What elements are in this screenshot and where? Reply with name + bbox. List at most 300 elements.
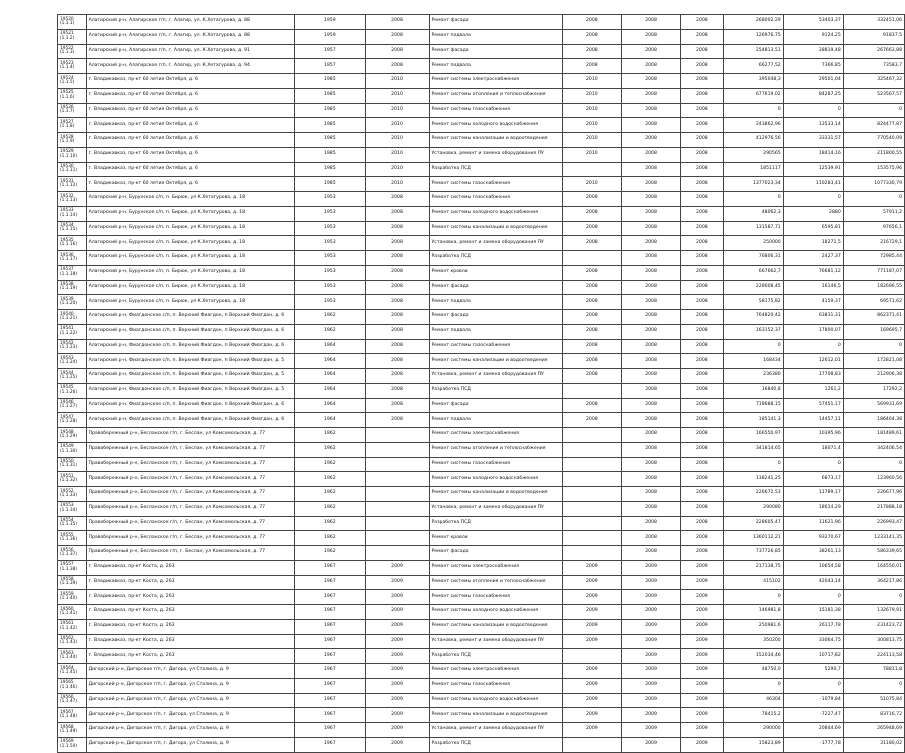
cell-work-type: Разработка ПСД bbox=[429, 649, 562, 664]
cell-cost-fund: 250981,6 bbox=[723, 619, 783, 634]
cell-plan-start-year: 2008 bbox=[621, 206, 680, 221]
cell-cost-budget: 0 bbox=[783, 192, 843, 207]
table-row bbox=[58, 280, 905, 295]
cell-cost-budget: 12612,01 bbox=[783, 354, 843, 369]
cell-address: г. Владикавказ, пр-кт 60 летия Октября, д. 6 bbox=[86, 88, 294, 103]
cell-build-year: 1967 bbox=[295, 678, 366, 693]
cell-cost-budget: 1261,2 bbox=[783, 383, 843, 398]
cell-cost-total: 181489,61 bbox=[843, 428, 904, 443]
cell-address: Алагирский р-н, Фиагдонское с/п, п. Верхний Фиагдон, п Верхний Фиагдон, д. 6 bbox=[86, 398, 294, 413]
cell-work-type: Ремонт системы газоснабжения bbox=[429, 103, 562, 118]
cell-work-type: Разработка ПСД bbox=[429, 162, 562, 177]
cell-cost-fund: 48062,3 bbox=[723, 206, 783, 221]
table-row bbox=[58, 634, 905, 649]
table-row bbox=[58, 457, 905, 472]
cell-work-type: Разработка ПСД bbox=[429, 251, 562, 266]
cell-privatization-year bbox=[365, 531, 429, 546]
cell-work-type: Ремонт системы электроснабжения bbox=[429, 74, 562, 89]
cell-plan-start-year: 2008 bbox=[621, 413, 680, 428]
cell-cost-total: 0 bbox=[843, 103, 904, 118]
cell-plan-end-year: 2008 bbox=[681, 457, 723, 472]
cell-last-repair-year: 2008 bbox=[562, 295, 621, 310]
cell-row-id: 19547 (1.1.28) bbox=[58, 413, 87, 428]
cell-work-type: Ремонт системы канализации и водоотведения bbox=[429, 221, 562, 236]
cell-address: Алагирский р-н, Фиагдонское с/п, п. Верхний Фиагдон, п Верхний Фиагдон, д. 6 bbox=[86, 310, 294, 325]
cell-cost-fund: 185141,3 bbox=[723, 413, 783, 428]
cell-cost-budget: 10717,82 bbox=[783, 649, 843, 664]
cell-cost-fund: 737726,85 bbox=[723, 546, 783, 561]
table-row bbox=[58, 649, 905, 664]
cell-plan-start-year: 2008 bbox=[621, 531, 680, 546]
cell-cost-budget: 6873,17 bbox=[783, 472, 843, 487]
cell-privatization-year: 2008 bbox=[365, 29, 429, 44]
cell-build-year: 1985 bbox=[295, 103, 366, 118]
cell-plan-end-year: 2009 bbox=[681, 560, 723, 575]
cell-privatization-year bbox=[365, 457, 429, 472]
table-row bbox=[58, 383, 905, 398]
cell-plan-start-year: 2008 bbox=[621, 369, 680, 384]
cell-privatization-year: 2008 bbox=[365, 324, 429, 339]
cell-build-year: 1964 bbox=[295, 339, 366, 354]
cell-row-id: 19560 (1.1.41) bbox=[58, 605, 87, 620]
cell-row-id: 19548 (1.1.29) bbox=[58, 428, 87, 443]
cell-plan-end-year: 2008 bbox=[681, 251, 723, 266]
cell-address: Дигорский р-н, Дигорское г/п, г. Дигора, ул Сталина, д. 9 bbox=[86, 708, 294, 723]
cell-cost-total: 226677,96 bbox=[843, 487, 904, 502]
cell-plan-start-year: 2008 bbox=[621, 162, 680, 177]
cell-build-year: 1967 bbox=[295, 664, 366, 679]
cell-plan-start-year: 2008 bbox=[621, 177, 680, 192]
cell-plan-end-year: 2008 bbox=[681, 369, 723, 384]
cell-cost-total: 17292,2 bbox=[843, 383, 904, 398]
table-row bbox=[58, 44, 905, 59]
cell-plan-end-year: 2009 bbox=[681, 619, 723, 634]
cell-plan-end-year: 2008 bbox=[681, 236, 723, 251]
cell-address: г. Владикавказ, пр-кт Коста, д. 263 bbox=[86, 619, 294, 634]
cell-address: Дигорский р-н, Дигорское г/п, г. Дигора, ул Сталина, д. 9 bbox=[86, 664, 294, 679]
cell-last-repair-year: 2009 bbox=[562, 590, 621, 605]
cell-plan-start-year: 2009 bbox=[621, 737, 680, 752]
table-row bbox=[58, 15, 905, 30]
cell-last-repair-year bbox=[562, 162, 621, 177]
cell-cost-fund: 66277,52 bbox=[723, 59, 783, 74]
cell-last-repair-year bbox=[562, 428, 621, 443]
cell-cost-budget: 18271,5 bbox=[783, 236, 843, 251]
cell-privatization-year: 2010 bbox=[365, 177, 429, 192]
cell-work-type: Установка, ремонт и замена оборудования ПУ bbox=[429, 501, 562, 516]
cell-cost-budget: 7366,85 bbox=[783, 59, 843, 74]
cell-build-year: 1962 bbox=[295, 546, 366, 561]
cell-cost-fund: 131587,71 bbox=[723, 221, 783, 236]
table-row bbox=[58, 413, 905, 428]
cell-privatization-year: 2009 bbox=[365, 723, 429, 738]
cell-plan-end-year: 2008 bbox=[681, 339, 723, 354]
table-row bbox=[58, 546, 905, 561]
cell-plan-end-year: 2008 bbox=[681, 59, 723, 74]
cell-plan-start-year: 2008 bbox=[621, 103, 680, 118]
cell-cost-fund: 1851117 bbox=[723, 162, 783, 177]
cell-cost-fund: 138241,25 bbox=[723, 472, 783, 487]
cell-row-id: 19567 (1.1.48) bbox=[58, 708, 87, 723]
cell-last-repair-year: 2008 bbox=[562, 339, 621, 354]
cell-plan-end-year: 2008 bbox=[681, 487, 723, 502]
cell-cost-total: 0 bbox=[843, 457, 904, 472]
cell-last-repair-year: 2008 bbox=[562, 354, 621, 369]
cell-plan-end-year: 2008 bbox=[681, 74, 723, 89]
cell-cost-total: 364217,86 bbox=[843, 575, 904, 590]
table-row bbox=[58, 472, 905, 487]
cell-plan-start-year: 2008 bbox=[621, 516, 680, 531]
cell-cost-total: 224113,58 bbox=[843, 649, 904, 664]
cell-cost-total: 153575,96 bbox=[843, 162, 904, 177]
cell-cost-budget: 33064,75 bbox=[783, 634, 843, 649]
cell-row-id: 19568 (1.1.49) bbox=[58, 723, 87, 738]
cell-plan-start-year: 2008 bbox=[621, 59, 680, 74]
cell-last-repair-year bbox=[562, 531, 621, 546]
cell-build-year: 1964 bbox=[295, 383, 366, 398]
cell-cost-budget: 2880 bbox=[783, 206, 843, 221]
cell-last-repair-year: 2008 bbox=[562, 59, 621, 74]
cell-cost-budget: 15181,38 bbox=[783, 605, 843, 620]
cell-build-year: 1953 bbox=[295, 251, 366, 266]
cell-cost-budget: 42043,14 bbox=[783, 575, 843, 590]
cell-cost-total: 72985,44 bbox=[843, 251, 904, 266]
cell-privatization-year: 2009 bbox=[365, 693, 429, 708]
cell-plan-end-year: 2008 bbox=[681, 162, 723, 177]
cell-last-repair-year bbox=[562, 472, 621, 487]
cell-cost-total: 231423,72 bbox=[843, 619, 904, 634]
table-row bbox=[58, 29, 905, 44]
cell-plan-end-year: 2008 bbox=[681, 531, 723, 546]
cell-cost-fund: 217138,75 bbox=[723, 560, 783, 575]
cell-address: Алагирский р-н, Бурунское с/п, п. Бирюк, ул К.Хетагурова, д. 18 bbox=[86, 265, 294, 280]
cell-row-id: 19565 (1.1.46) bbox=[58, 678, 87, 693]
cell-address: Дигорский р-н, Дигорское г/п, г. Дигора, ул Сталина, д. 9 bbox=[86, 678, 294, 693]
cell-address: Правобережный р-н, Бесланское г/п, г. Беслан, ул Комсомольская, д. 77 bbox=[86, 457, 294, 472]
table-row bbox=[58, 575, 905, 590]
cell-build-year: 1962 bbox=[295, 516, 366, 531]
cell-plan-start-year: 2008 bbox=[621, 310, 680, 325]
cell-build-year: 1957 bbox=[295, 59, 366, 74]
cell-address: Правобережный р-н, Бесланское г/п, г. Беслан, ул Комсомольская, д. 77 bbox=[86, 501, 294, 516]
cell-work-type: Ремонт фасада bbox=[429, 546, 562, 561]
cell-last-repair-year bbox=[562, 383, 621, 398]
cell-last-repair-year: 2010 bbox=[562, 103, 621, 118]
cell-address: Правобережный р-н, Бесланское г/п, г. Беслан, ул Комсомольская, д. 77 bbox=[86, 487, 294, 502]
cell-cost-budget: 16146,5 bbox=[783, 280, 843, 295]
cell-row-id: 19534 (1.1.15) bbox=[58, 221, 87, 236]
cell-last-repair-year: 2010 bbox=[562, 118, 621, 133]
cell-cost-fund: 395048,3 bbox=[723, 74, 783, 89]
cell-address: Алагирский р-н, Фиагдонское с/п, п. Верхний Фиагдон, п Верхний Фиагдон, д. 6 bbox=[86, 339, 294, 354]
cell-privatization-year: 2009 bbox=[365, 634, 429, 649]
cell-cost-fund: 166550,97 bbox=[723, 428, 783, 443]
cell-cost-budget: 17800,07 bbox=[783, 324, 843, 339]
cell-privatization-year: 2009 bbox=[365, 678, 429, 693]
table-row bbox=[58, 398, 905, 413]
cell-build-year: 1967 bbox=[295, 649, 366, 664]
table-row bbox=[58, 693, 905, 708]
cell-row-id: 19543 (1.1.24) bbox=[58, 354, 87, 369]
table-row bbox=[58, 369, 905, 384]
cell-cost-fund: 0 bbox=[723, 457, 783, 472]
cell-build-year: 1985 bbox=[295, 118, 366, 133]
cell-row-id: 19528 (1.1.9) bbox=[58, 133, 87, 148]
table-row bbox=[58, 206, 905, 221]
cell-plan-start-year: 2009 bbox=[621, 678, 680, 693]
table-row bbox=[58, 118, 905, 133]
cell-cost-fund: 78415,2 bbox=[723, 708, 783, 723]
cell-cost-fund: 0 bbox=[723, 678, 783, 693]
cell-cost-total: 0 bbox=[843, 590, 904, 605]
cell-last-repair-year: 2009 bbox=[562, 723, 621, 738]
cell-privatization-year bbox=[365, 428, 429, 443]
cell-last-repair-year: 2009 bbox=[562, 693, 621, 708]
cell-cost-total: 0 bbox=[843, 192, 904, 207]
cell-privatization-year: 2009 bbox=[365, 664, 429, 679]
table-row bbox=[58, 295, 905, 310]
table-row bbox=[58, 324, 905, 339]
cell-last-repair-year: 2008 bbox=[562, 398, 621, 413]
cell-last-repair-year: 2009 bbox=[562, 619, 621, 634]
cell-build-year: 1964 bbox=[295, 354, 366, 369]
table-row bbox=[58, 501, 905, 516]
cell-cost-budget: 0 bbox=[783, 678, 843, 693]
table-row bbox=[58, 428, 905, 443]
cell-plan-end-year: 2008 bbox=[681, 295, 723, 310]
cell-cost-total: 91837,5 bbox=[843, 29, 904, 44]
cell-plan-start-year: 2009 bbox=[621, 634, 680, 649]
cell-plan-start-year: 2008 bbox=[621, 324, 680, 339]
cell-address: Алагирский р-н, Фиагдонское с/п, п. Верхний Фиагдон, п Верхний Фиагдон, д. 5 bbox=[86, 383, 294, 398]
cell-address: г. Владикавказ, пр-кт 60 летия Октября, д. 6 bbox=[86, 103, 294, 118]
cell-last-repair-year: 2008 bbox=[562, 206, 621, 221]
cell-work-type: Разработка ПСД bbox=[429, 737, 562, 752]
cell-privatization-year bbox=[365, 472, 429, 487]
cell-plan-end-year: 2009 bbox=[681, 590, 723, 605]
cell-address: г. Владикавказ, пр-кт 60 летия Октября, д. 6 bbox=[86, 74, 294, 89]
cell-build-year: 1964 bbox=[295, 369, 366, 384]
cell-plan-end-year: 2009 bbox=[681, 664, 723, 679]
cell-plan-start-year: 2008 bbox=[621, 88, 680, 103]
cell-plan-end-year: 2008 bbox=[681, 15, 723, 30]
cell-work-type: Ремонт фасада bbox=[429, 398, 562, 413]
cell-address: г. Владикавказ, пр-кт Коста, д. 263 bbox=[86, 605, 294, 620]
cell-address: г. Владикавказ, пр-кт 60 летия Октября, д. 6 bbox=[86, 118, 294, 133]
cell-plan-start-year: 2008 bbox=[621, 428, 680, 443]
cell-cost-total: 523567,57 bbox=[843, 88, 904, 103]
cell-row-id: 19563 (1.1.44) bbox=[58, 649, 87, 664]
cell-cost-budget: 63831,31 bbox=[783, 310, 843, 325]
cell-address: Алагирский р-н, Алагирское г/п, г. Алагир, ул. К.Хетагурова, д. 88 bbox=[86, 15, 294, 30]
cell-plan-start-year: 2009 bbox=[621, 664, 680, 679]
cell-cost-total: 182696,55 bbox=[843, 280, 904, 295]
cell-plan-start-year: 2008 bbox=[621, 339, 680, 354]
cell-work-type: Ремонт подвала bbox=[429, 295, 562, 310]
cell-privatization-year: 2008 bbox=[365, 59, 429, 74]
cell-cost-fund: 254813,51 bbox=[723, 44, 783, 59]
cell-build-year: 1985 bbox=[295, 133, 366, 148]
cell-cost-fund: 250000 bbox=[723, 236, 783, 251]
cell-last-repair-year: 2009 bbox=[562, 575, 621, 590]
cell-last-repair-year: 2009 bbox=[562, 708, 621, 723]
cell-work-type: Ремонт фасада bbox=[429, 310, 562, 325]
cell-row-id: 19569 (1.1.50) bbox=[58, 737, 87, 752]
cell-last-repair-year: 2008 bbox=[562, 236, 621, 251]
cell-plan-end-year: 2009 bbox=[681, 605, 723, 620]
cell-plan-end-year: 2008 bbox=[681, 516, 723, 531]
cell-plan-start-year: 2009 bbox=[621, 560, 680, 575]
cell-cost-fund: 46304 bbox=[723, 693, 783, 708]
cell-address: Алагирский р-н, Бурунское с/п, п. Бирюк, ул К.Хетагурова, д. 18 bbox=[86, 221, 294, 236]
cell-cost-total: 78811,8 bbox=[843, 664, 904, 679]
cell-build-year: 1962 bbox=[295, 310, 366, 325]
cell-plan-end-year: 2009 bbox=[681, 723, 723, 738]
cell-build-year: 1957 bbox=[295, 44, 366, 59]
cell-cost-budget: -1079,84 bbox=[783, 693, 843, 708]
cell-plan-start-year: 2009 bbox=[621, 649, 680, 664]
cell-cost-fund: 16840,8 bbox=[723, 383, 783, 398]
table-row bbox=[58, 88, 905, 103]
cell-cost-fund: 228008,45 bbox=[723, 280, 783, 295]
cell-address: Алагирский р-н, Фиагдонское с/п, п. Верхний Фиагдон, п Верхний Фиагдон, д. 5 bbox=[86, 354, 294, 369]
cell-work-type: Ремонт системы газоснабжения bbox=[429, 177, 562, 192]
cell-privatization-year: 2009 bbox=[365, 619, 429, 634]
cell-work-type: Ремонт подвала bbox=[429, 324, 562, 339]
cell-privatization-year: 2010 bbox=[365, 118, 429, 133]
table-row bbox=[58, 133, 905, 148]
cell-last-repair-year bbox=[562, 649, 621, 664]
cell-last-repair-year: 2010 bbox=[562, 74, 621, 89]
cell-cost-fund: 76806,31 bbox=[723, 251, 783, 266]
cell-last-repair-year: 2010 bbox=[562, 177, 621, 192]
cell-work-type: Ремонт системы канализации и водоотведения bbox=[429, 487, 562, 502]
cell-build-year: 1962 bbox=[295, 324, 366, 339]
cell-row-id: 19562 (1.1.43) bbox=[58, 634, 87, 649]
cell-privatization-year: 2009 bbox=[365, 649, 429, 664]
cell-work-type: Установка, ремонт и замена оборудования ПУ bbox=[429, 369, 562, 384]
cell-cost-total: 325467,32 bbox=[843, 74, 904, 89]
cell-plan-start-year: 2008 bbox=[621, 442, 680, 457]
table-row bbox=[58, 221, 905, 236]
cell-privatization-year: 2008 bbox=[365, 206, 429, 221]
cell-build-year: 1967 bbox=[295, 590, 366, 605]
cell-privatization-year: 2008 bbox=[365, 265, 429, 280]
cell-last-repair-year: 2008 bbox=[562, 44, 621, 59]
cell-cost-budget: 26117,78 bbox=[783, 619, 843, 634]
cell-cost-fund: 290565 bbox=[723, 147, 783, 162]
cell-address: Алагирский р-н, Бурунское с/п, п. Бирюк, ул К.Хетагурова, д. 18 bbox=[86, 251, 294, 266]
cell-build-year: 1985 bbox=[295, 162, 366, 177]
cell-plan-start-year: 2008 bbox=[621, 265, 680, 280]
cell-privatization-year bbox=[365, 516, 429, 531]
cell-privatization-year: 2008 bbox=[365, 354, 429, 369]
cell-privatization-year: 2008 bbox=[365, 383, 429, 398]
cell-cost-total: 1077330,79 bbox=[843, 177, 904, 192]
cell-cost-total: 31180,02 bbox=[843, 737, 904, 752]
cell-row-id: 19559 (1.1.40) bbox=[58, 590, 87, 605]
cell-last-repair-year bbox=[562, 501, 621, 516]
cell-cost-total: 123960,56 bbox=[843, 472, 904, 487]
cell-build-year: 1964 bbox=[295, 413, 366, 428]
cell-cost-fund: 0 bbox=[723, 339, 783, 354]
cell-last-repair-year: 2010 bbox=[562, 88, 621, 103]
cell-build-year: 1953 bbox=[295, 265, 366, 280]
cell-privatization-year: 2009 bbox=[365, 605, 429, 620]
cell-address: г. Владикавказ, пр-кт Коста, д. 263 bbox=[86, 560, 294, 575]
cell-cost-fund: 718688,15 bbox=[723, 398, 783, 413]
cell-plan-end-year: 2008 bbox=[681, 472, 723, 487]
table-row bbox=[58, 708, 905, 723]
table-row bbox=[58, 605, 905, 620]
cell-last-repair-year: 2010 bbox=[562, 133, 621, 148]
cell-work-type: Ремонт системы газоснабжения bbox=[429, 678, 562, 693]
cell-cost-total: 226993,47 bbox=[843, 516, 904, 531]
cell-plan-end-year: 2008 bbox=[681, 44, 723, 59]
cell-cost-budget: 18014,29 bbox=[783, 501, 843, 516]
cell-row-id: 19520 (1.1.1) bbox=[58, 15, 87, 30]
cell-privatization-year bbox=[365, 501, 429, 516]
cell-cost-fund: 415102 bbox=[723, 575, 783, 590]
cell-build-year: 1953 bbox=[295, 236, 366, 251]
cell-plan-start-year: 2008 bbox=[621, 29, 680, 44]
cell-last-repair-year bbox=[562, 737, 621, 752]
cell-plan-start-year: 2008 bbox=[621, 501, 680, 516]
cell-privatization-year: 2008 bbox=[365, 192, 429, 207]
cell-last-repair-year bbox=[562, 251, 621, 266]
table-row bbox=[58, 678, 905, 693]
cell-plan-end-year: 2008 bbox=[681, 324, 723, 339]
cell-build-year: 1959 bbox=[295, 29, 366, 44]
cell-last-repair-year bbox=[562, 516, 621, 531]
cell-privatization-year: 2008 bbox=[365, 44, 429, 59]
cell-plan-end-year: 2008 bbox=[681, 103, 723, 118]
cell-privatization-year: 2010 bbox=[365, 103, 429, 118]
cell-build-year: 1959 bbox=[295, 15, 366, 30]
cell-plan-start-year: 2008 bbox=[621, 147, 680, 162]
cell-row-id: 19552 (1.1.33) bbox=[58, 487, 87, 502]
cell-plan-end-year: 2008 bbox=[681, 310, 723, 325]
cell-work-type: Ремонт системы канализации и водоотведения bbox=[429, 133, 562, 148]
cell-cost-fund: 1360112,21 bbox=[723, 531, 783, 546]
cell-build-year: 1953 bbox=[295, 206, 366, 221]
cell-work-type: Ремонт системы канализации и водоотведения bbox=[429, 354, 562, 369]
cell-address: Правобережный р-н, Бесланское г/п, г. Беслан, ул Комсомольская, д. 77 bbox=[86, 546, 294, 561]
table-row bbox=[58, 560, 905, 575]
cell-build-year: 1967 bbox=[295, 693, 366, 708]
cell-address: г. Владикавказ, пр-кт Коста, д. 263 bbox=[86, 590, 294, 605]
cell-cost-fund: 0 bbox=[723, 590, 783, 605]
cell-cost-budget: 20844,69 bbox=[783, 723, 843, 738]
cell-cost-budget: 17708,83 bbox=[783, 369, 843, 384]
cell-last-repair-year: 2008 bbox=[562, 192, 621, 207]
table-body bbox=[58, 15, 905, 753]
cell-cost-budget: 0 bbox=[783, 457, 843, 472]
cell-row-id: 19527 (1.1.8) bbox=[58, 118, 87, 133]
cell-address: г. Владикавказ, пр-кт 60 летия Октября, д. 6 bbox=[86, 147, 294, 162]
cell-address: Алагирский р-н, Бурунское с/п, п. Бирюк, ул К.Хетагурова, д. 18 bbox=[86, 280, 294, 295]
cell-plan-start-year: 2008 bbox=[621, 295, 680, 310]
cell-build-year: 1962 bbox=[295, 472, 366, 487]
cell-row-id: 19522 (1.1.3) bbox=[58, 44, 87, 59]
cell-row-id: 19549 (1.1.30) bbox=[58, 442, 87, 457]
cell-plan-start-year: 2008 bbox=[621, 487, 680, 502]
cell-row-id: 19521 (1.1.2) bbox=[58, 29, 87, 44]
cell-build-year: 1962 bbox=[295, 428, 366, 443]
cell-build-year: 1953 bbox=[295, 192, 366, 207]
cell-row-id: 19538 (1.1.19) bbox=[58, 280, 87, 295]
cell-privatization-year: 2008 bbox=[365, 251, 429, 266]
